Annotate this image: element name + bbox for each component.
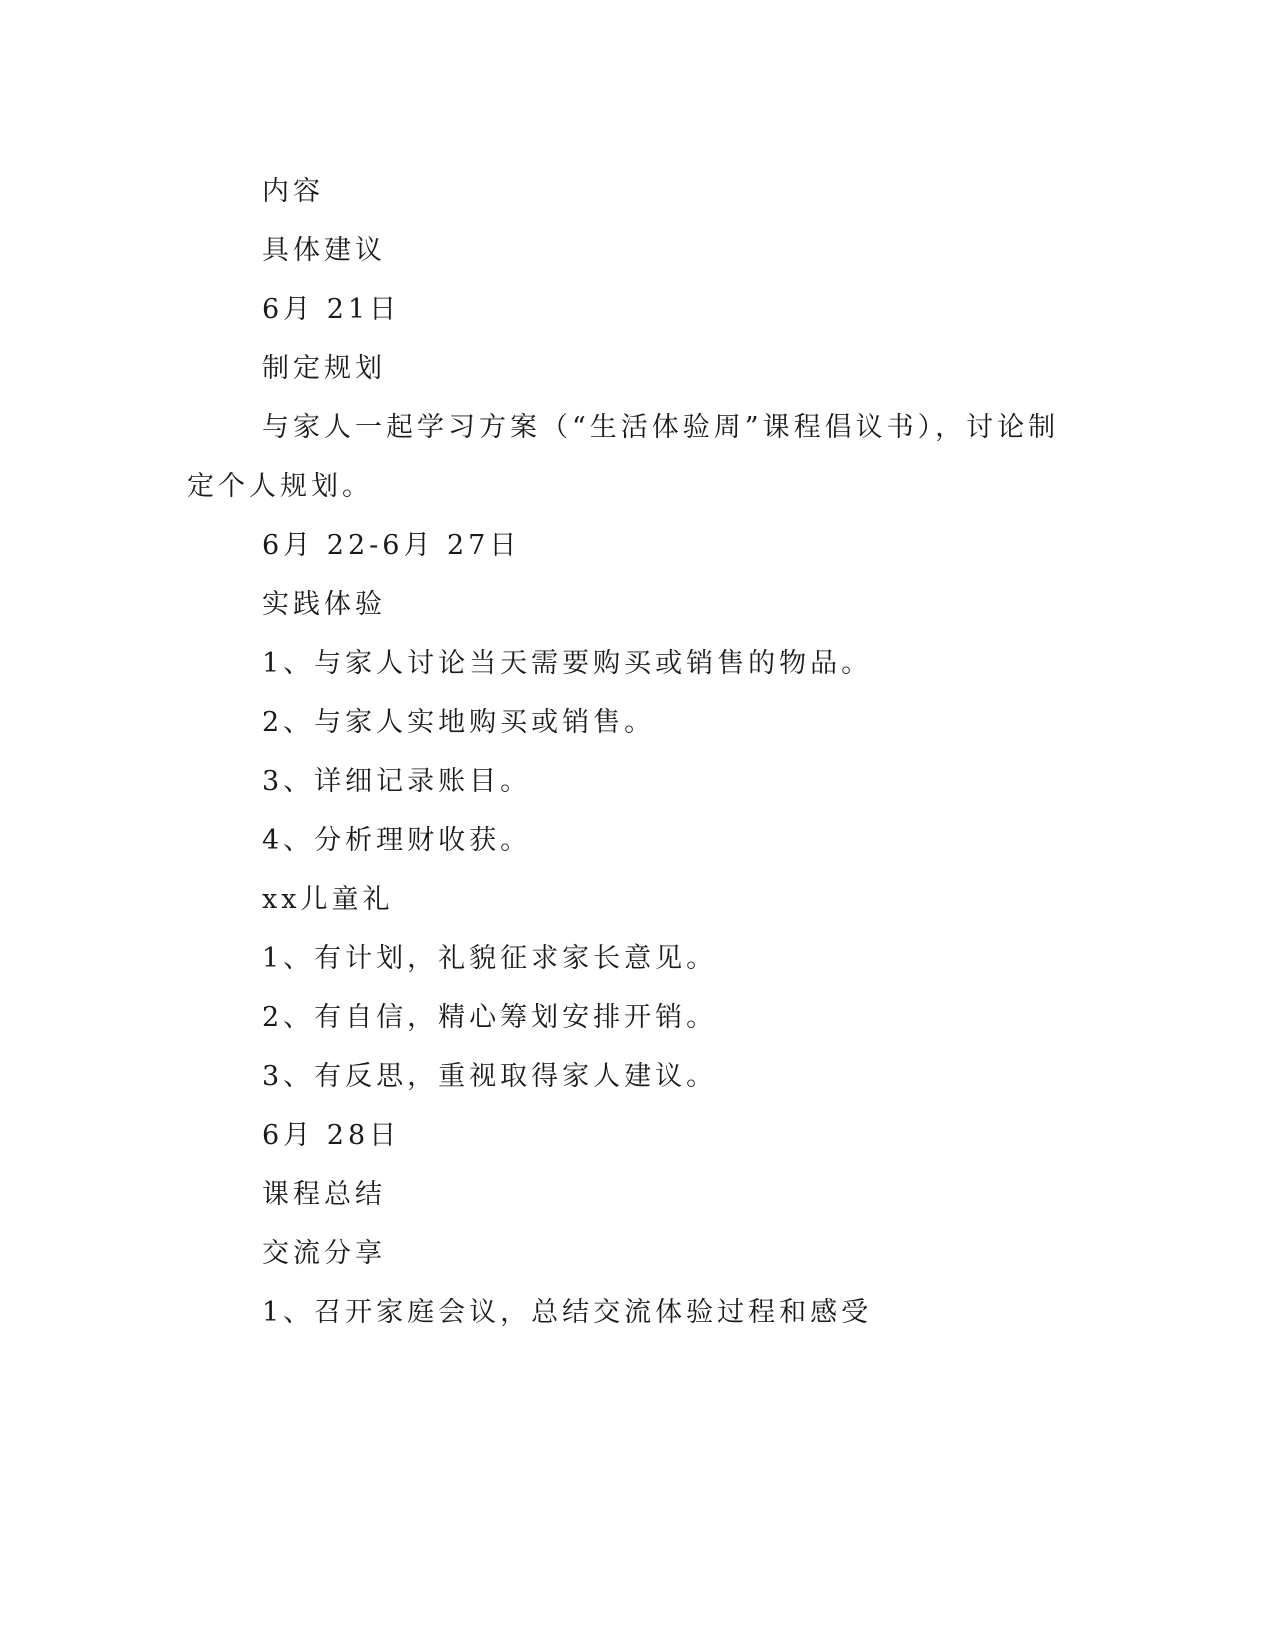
paragraph-list-item: 2、有自信，精心筹划安排开销。: [262, 1002, 718, 1033]
paragraph-list-item: 1、召开家庭会议，总结交流体验过程和感受: [262, 1297, 873, 1328]
paragraph-date-june-22-27: 6月 22-6月 27日: [262, 530, 521, 561]
paragraph-heading-suggestions: 具体建议: [262, 235, 386, 266]
paragraph-list-item: 3、详细记录账目。: [262, 766, 532, 797]
paragraph-list-item: 2、与家人实地购买或销售。: [262, 707, 656, 738]
paragraph-date-june-21: 6月 21日: [262, 294, 401, 325]
paragraph-practice-experience: 实践体验: [262, 589, 386, 620]
paragraph-study-with-family: 与家人一起学习方案（“生活体验周”课程倡议书），讨论制定个人规划。: [187, 412, 1060, 502]
paragraph-date-june-28: 6月 28日: [262, 1120, 401, 1151]
paragraph-exchange-share: 交流分享: [262, 1238, 386, 1269]
paragraph-list-item: 4、分析理财收获。: [262, 825, 532, 856]
paragraph-make-plan: 制定规划: [262, 353, 386, 384]
paragraph-list-item: 3、有反思，重视取得家人建议。: [262, 1061, 718, 1092]
document-body: [187, 162, 1067, 1342]
paragraph-list-item: 1、有计划，礼貌征求家长意见。: [262, 943, 718, 974]
paragraph-list-item: 1、与家人讨论当天需要购买或销售的物品。: [262, 648, 873, 679]
paragraph-children-etiquette: xx儿童礼: [262, 884, 394, 915]
paragraph-heading-content: 内容: [262, 176, 324, 207]
paragraph-course-summary: 课程总结: [262, 1179, 386, 1210]
